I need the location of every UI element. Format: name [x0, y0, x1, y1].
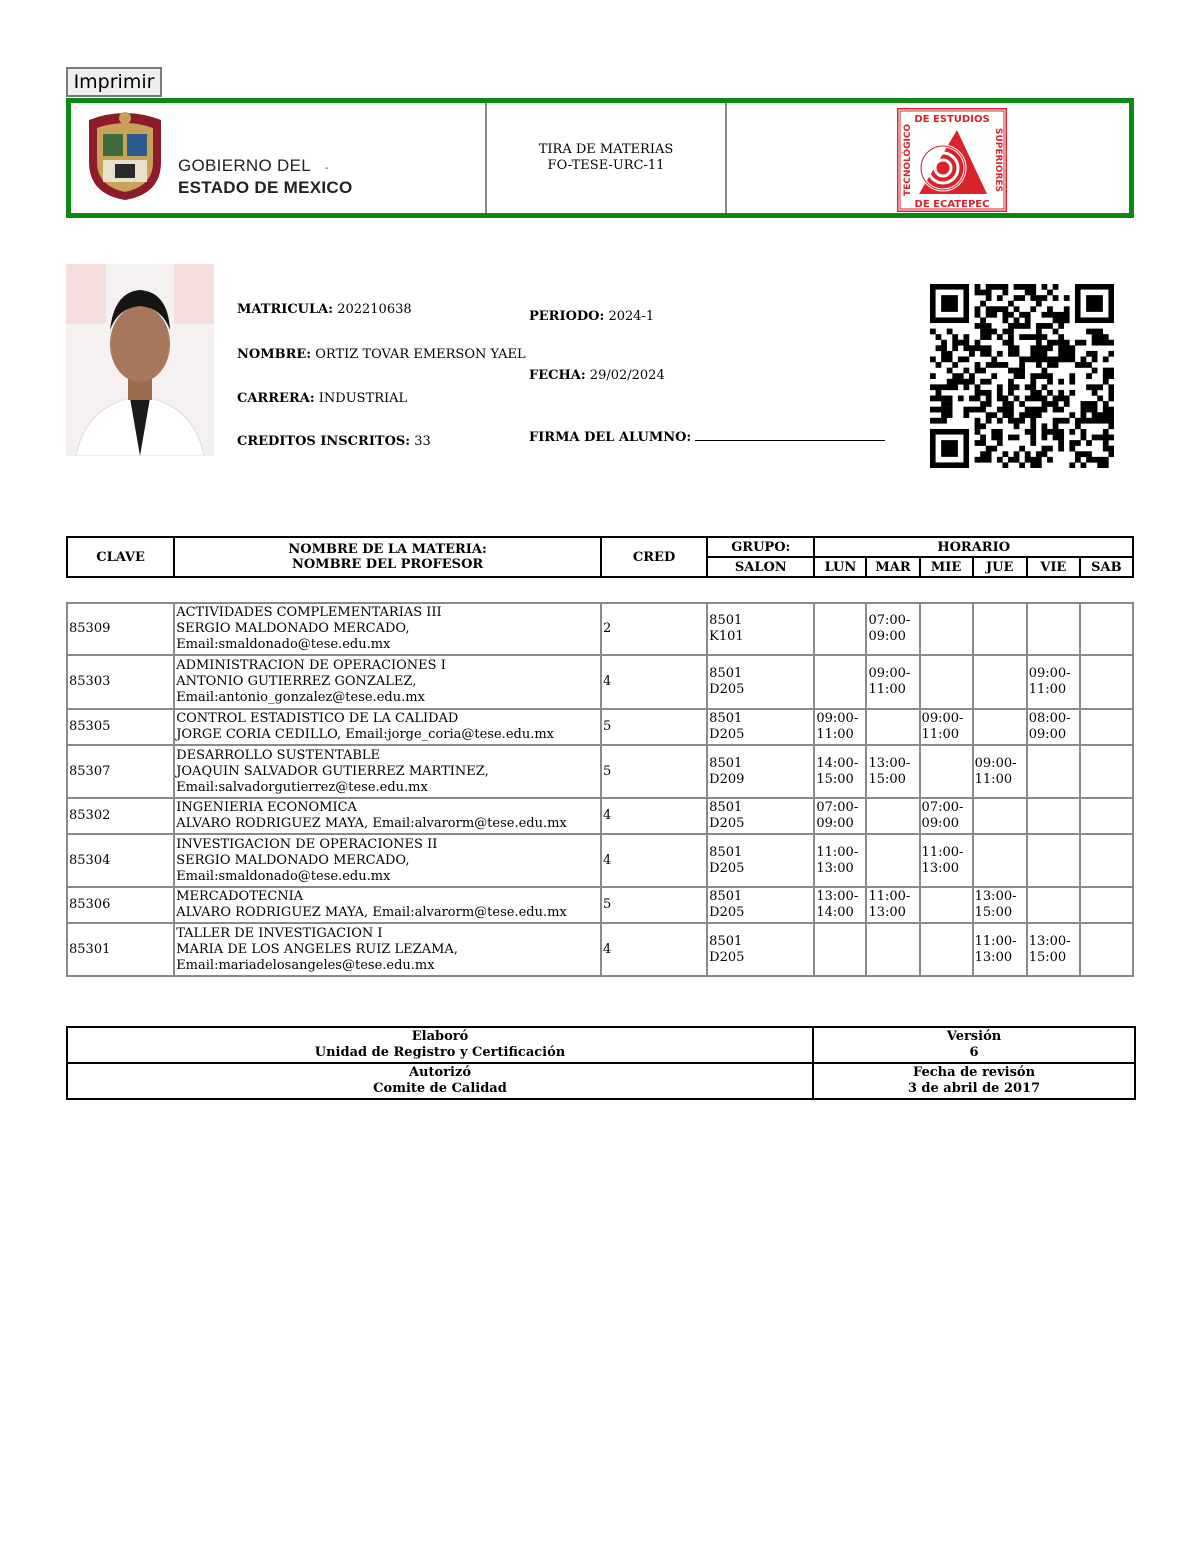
horario-cell	[1080, 655, 1133, 709]
horario-line: 09:00-	[1028, 666, 1071, 681]
horario-cell	[973, 798, 1027, 834]
horario-line: 13:00	[974, 949, 1013, 965]
col-grupo: GRUPO:	[707, 537, 814, 557]
materia-line: MERCADOTECNIA	[176, 889, 304, 904]
fecha-value: 29/02/2024	[589, 368, 665, 383]
col-clave: CLAVE	[67, 537, 174, 577]
horario-line: 13:00-	[868, 755, 911, 771]
materia-cell	[174, 603, 601, 655]
horario-line: 15:00	[1028, 949, 1067, 965]
grupo-value: 8501	[709, 711, 743, 726]
clave-cell: 85302	[67, 798, 174, 834]
horario-cell	[973, 603, 1027, 655]
horario-line: 15:00	[974, 905, 1013, 920]
horario-line: 13:00-	[1028, 933, 1071, 949]
horario-line: 14:00-	[816, 755, 859, 771]
horario-cell	[1027, 923, 1080, 976]
horario-cell	[866, 887, 919, 923]
materia-line: SERGIO MALDONADO MERCADO,	[176, 852, 410, 868]
horario-cell	[920, 709, 973, 745]
cred-cell: 4	[601, 834, 707, 887]
horario-cell	[1080, 887, 1133, 923]
materia-line: Email:smaldonado@tese.edu.mx	[176, 868, 391, 884]
horario-line: 09:00	[816, 816, 854, 831]
salon-value: D205	[709, 816, 745, 831]
horario-cell	[1080, 798, 1133, 834]
materia-line: INGENIERIA ECONOMICA	[176, 800, 357, 815]
matricula-row	[237, 302, 412, 317]
footer-table	[66, 1026, 1136, 1100]
horario-line: 07:00-	[816, 800, 859, 815]
horario-cell	[1080, 745, 1133, 798]
horario-cell	[1080, 709, 1133, 745]
materia-line: JOAQUIN SALVADOR GUTIERREZ MARTINEZ,	[176, 763, 489, 779]
periodo-row	[529, 309, 654, 324]
materia-line: CONTROL ESTADISTICO DE LA CALIDAD	[176, 711, 459, 726]
creditos-label: CREDITOS INSCRITOS:	[237, 434, 411, 449]
creditos-value: 33	[414, 434, 431, 449]
horario-cell	[814, 887, 866, 923]
materia-cell	[174, 834, 601, 887]
creditos-row	[237, 434, 431, 449]
periodo-label: PERIODO:	[529, 309, 605, 324]
elaboro-value: Unidad de Registro y Certificación	[314, 1045, 566, 1060]
horario-line: 08:00-	[1028, 711, 1071, 726]
svg-text:TECNOLÓGICO: TECNOLÓGICO	[903, 123, 913, 197]
col-day: JUE	[973, 557, 1027, 577]
col-horario: HORARIO	[814, 537, 1133, 557]
horario-cell	[1027, 834, 1080, 887]
horario-cell	[920, 745, 973, 798]
horario-cell	[973, 655, 1027, 709]
government-name	[178, 156, 353, 197]
horario-cell	[1027, 655, 1080, 709]
horario-cell	[1080, 834, 1133, 887]
matricula-label: MATRICULA:	[237, 302, 334, 317]
salon-value: D205	[709, 682, 745, 697]
clave-cell: 85304	[67, 834, 174, 887]
materia-line: ADMINISTRACION DE OPERACIONES I	[176, 658, 446, 673]
svg-text:SUPERIORES: SUPERIORES	[993, 127, 1003, 193]
materia-line: Email:antonio_gonzalez@tese.edu.mx	[176, 690, 425, 705]
cred-cell: 5	[601, 709, 707, 745]
print-button[interactable]: Imprimir	[66, 67, 162, 97]
col-day: SAB	[1080, 557, 1133, 577]
fecha-label: FECHA:	[529, 368, 586, 383]
horario-line: 11:00-	[974, 933, 1017, 949]
horario-line: 09:00	[1028, 727, 1067, 742]
horario-cell	[920, 798, 973, 834]
horario-line: 09:00-	[868, 666, 911, 681]
salon-value: K101	[709, 629, 744, 644]
grupo-value: 8501	[709, 889, 743, 904]
nombre-value: ORTIZ TOVAR EMERSON YAEL	[315, 347, 526, 362]
horario-cell	[814, 834, 866, 887]
carrera-value: INDUSTRIAL	[318, 391, 408, 406]
horario-cell	[814, 923, 866, 976]
horario-cell	[866, 745, 919, 798]
cred-cell: 4	[601, 655, 707, 709]
materia-line: JORGE CORIA CEDILLO, Email:jorge_coria@tese.edu.mx	[176, 727, 554, 742]
horario-cell	[920, 603, 973, 655]
salon-value: D205	[709, 860, 745, 876]
grupo-salon-cell	[707, 655, 814, 709]
col-materia-line1: NOMBRE DE LA MATERIA:	[288, 542, 487, 557]
horario-line: 07:00-	[921, 800, 964, 815]
materia-line: ANTONIO GUTIERREZ GONZALEZ,	[176, 674, 417, 689]
horario-line: 13:00	[868, 905, 906, 920]
carrera-row	[237, 391, 407, 406]
grupo-value: 8501	[709, 666, 743, 681]
horario-line: 13:00-	[816, 889, 859, 904]
horario-line: 11:00	[1028, 682, 1067, 697]
grupo-salon-cell	[707, 798, 814, 834]
grupo-salon-cell	[707, 887, 814, 923]
horario-line: 13:00	[921, 860, 960, 876]
elaboro-label: Elaboró	[411, 1029, 469, 1044]
autorizo-label: Autorizó	[408, 1065, 472, 1080]
horario-cell	[920, 887, 973, 923]
salon-value: D205	[709, 727, 745, 742]
horario-cell	[973, 834, 1027, 887]
horario-line: 11:00	[816, 727, 854, 742]
nombre-row	[237, 347, 526, 362]
grupo-salon-cell	[707, 834, 814, 887]
horario-cell	[814, 603, 866, 655]
document-title: TIRA DE MATERIAS	[538, 142, 674, 157]
materia-line: DESARROLLO SUSTENTABLE	[176, 747, 381, 763]
table-row	[67, 603, 1133, 655]
tese-logo-icon	[897, 108, 1007, 212]
horario-line: 09:00-	[816, 711, 859, 726]
horario-cell	[814, 709, 866, 745]
student-photo	[66, 264, 214, 456]
fecha-row	[529, 368, 665, 383]
document-code: FO-TESE-URC-11	[547, 158, 665, 173]
materia-line: Email:salvadorgutierrez@tese.edu.mx	[176, 779, 428, 795]
materia-line: ALVARO RODRIGUEZ MAYA, Email:alvarorm@tese.edu.mx	[176, 905, 567, 920]
cred-cell: 4	[601, 923, 707, 976]
clave-cell: 85305	[67, 709, 174, 745]
qr-code-icon	[930, 284, 1114, 468]
materia-line: Email:mariadelosangeles@tese.edu.mx	[176, 957, 435, 973]
grupo-value: 8501	[709, 613, 743, 628]
cred-cell: 5	[601, 745, 707, 798]
horario-line: 13:00	[816, 860, 854, 876]
firma-row	[529, 428, 885, 445]
materia-line: ACTIVIDADES COMPLEMENTARIAS III	[176, 605, 442, 620]
horario-cell	[920, 655, 973, 709]
table-row	[67, 887, 1133, 923]
col-day: LUN	[814, 557, 866, 577]
svg-text:DE ESTUDIOS: DE ESTUDIOS	[914, 114, 990, 125]
gov-dot: -	[325, 163, 329, 174]
clave-cell: 85303	[67, 655, 174, 709]
horario-cell	[866, 923, 919, 976]
gov-line-1: GOBIERNO DEL	[178, 156, 312, 175]
materia-cell	[174, 709, 601, 745]
grupo-salon-cell	[707, 603, 814, 655]
horario-cell	[973, 709, 1027, 745]
horario-line: 09:00-	[974, 755, 1017, 771]
grupo-salon-cell	[707, 923, 814, 976]
materia-line: SERGIO MALDONADO MERCADO,	[176, 621, 410, 636]
autorizo-cell	[67, 1063, 813, 1099]
table-row	[67, 798, 1133, 834]
version-label: Versión	[946, 1029, 1002, 1044]
tese-logo-cell	[727, 103, 1129, 213]
periodo-value: 2024-1	[608, 309, 655, 324]
document-title-cell	[487, 103, 727, 213]
elaboro-cell	[67, 1027, 813, 1063]
horario-cell	[866, 834, 919, 887]
matricula-value: 202210638	[337, 302, 412, 317]
schedule-header-table	[66, 536, 1134, 578]
fecha-revision-label: Fecha de revisón	[912, 1065, 1036, 1080]
fecha-revision-value: 3 de abril de 2017	[907, 1081, 1041, 1096]
horario-line: 11:00	[921, 727, 960, 742]
horario-line: 09:00-	[921, 711, 964, 726]
horario-line: 11:00-	[816, 844, 859, 860]
materia-line: ALVARO RODRIGUEZ MAYA, Email:alvarorm@tese.edu.mx	[176, 816, 567, 831]
horario-cell	[973, 887, 1027, 923]
table-row	[67, 745, 1133, 798]
materia-line: Email:smaldonado@tese.edu.mx	[176, 637, 391, 652]
col-day: MAR	[866, 557, 919, 577]
col-salon: SALON	[707, 557, 814, 577]
table-row	[67, 709, 1133, 745]
estado-de-mexico-shield-icon	[81, 110, 169, 202]
grupo-salon-cell	[707, 745, 814, 798]
horario-line: 11:00	[974, 771, 1013, 787]
horario-line: 11:00	[868, 682, 906, 697]
cred-cell: 4	[601, 798, 707, 834]
schedule-table	[66, 602, 1134, 977]
horario-line: 15:00	[816, 771, 854, 787]
horario-line: 11:00-	[921, 844, 964, 860]
fecha-revision-cell	[813, 1063, 1135, 1099]
grupo-value: 8501	[709, 933, 743, 949]
horario-cell	[814, 655, 866, 709]
materia-line: TALLER DE INVESTIGACION I	[176, 925, 383, 941]
horario-cell	[1027, 798, 1080, 834]
clave-cell: 85309	[67, 603, 174, 655]
horario-cell	[920, 923, 973, 976]
horario-cell	[866, 655, 919, 709]
table-row	[67, 834, 1133, 887]
salon-value: D205	[709, 905, 745, 920]
horario-line: 07:00-	[868, 613, 911, 628]
autorizo-value: Comite de Calidad	[373, 1081, 507, 1096]
horario-cell	[866, 798, 919, 834]
grupo-value: 8501	[709, 755, 743, 771]
col-materia	[174, 537, 601, 577]
materia-cell	[174, 798, 601, 834]
version-cell	[813, 1027, 1135, 1063]
version-value: 6	[969, 1045, 979, 1060]
horario-cell	[866, 709, 919, 745]
horario-line: 14:00	[816, 905, 854, 920]
clave-cell: 85306	[67, 887, 174, 923]
col-day: MIE	[920, 557, 973, 577]
table-row	[67, 655, 1133, 709]
svg-text:DE ECATEPEC: DE ECATEPEC	[914, 199, 990, 210]
materia-line: MARIA DE LOS ANGELES RUIZ LEZAMA,	[176, 941, 458, 957]
horario-line: 13:00-	[974, 889, 1017, 904]
document-header	[66, 98, 1134, 218]
clave-cell: 85307	[67, 745, 174, 798]
horario-cell	[1027, 603, 1080, 655]
horario-cell	[973, 745, 1027, 798]
horario-cell	[1027, 887, 1080, 923]
firma-label: FIRMA DEL ALUMNO:	[529, 430, 692, 445]
materia-cell	[174, 887, 601, 923]
col-cred: CRED	[601, 537, 707, 577]
materia-cell	[174, 923, 601, 976]
horario-cell	[814, 798, 866, 834]
cred-cell: 2	[601, 603, 707, 655]
carrera-label: CARRERA:	[237, 391, 315, 406]
salon-value: D205	[709, 949, 745, 965]
horario-cell	[1027, 709, 1080, 745]
clave-cell: 85301	[67, 923, 174, 976]
col-materia-line2: NOMBRE DEL PROFESOR	[291, 557, 484, 572]
government-logo-cell	[71, 103, 487, 213]
grupo-salon-cell	[707, 709, 814, 745]
materia-cell	[174, 655, 601, 709]
horario-cell	[1080, 603, 1133, 655]
horario-cell	[814, 745, 866, 798]
horario-cell	[973, 923, 1027, 976]
gov-line-2: ESTADO DE MEXICO	[178, 178, 353, 197]
horario-line: 09:00	[868, 629, 906, 644]
horario-cell	[866, 603, 919, 655]
horario-cell	[1080, 923, 1133, 976]
materia-line: INVESTIGACION DE OPERACIONES II	[176, 836, 438, 852]
materia-cell	[174, 745, 601, 798]
horario-line: 09:00	[921, 816, 960, 831]
grupo-value: 8501	[709, 800, 743, 815]
nombre-label: NOMBRE:	[237, 347, 312, 362]
cred-cell: 5	[601, 887, 707, 923]
grupo-value: 8501	[709, 844, 743, 860]
col-day: VIE	[1027, 557, 1080, 577]
horario-line: 11:00-	[868, 889, 911, 904]
salon-value: D209	[709, 771, 745, 787]
table-row	[67, 923, 1133, 976]
horario-cell	[1027, 745, 1080, 798]
horario-line: 15:00	[868, 771, 906, 787]
signature-line	[695, 428, 885, 441]
horario-cell	[920, 834, 973, 887]
